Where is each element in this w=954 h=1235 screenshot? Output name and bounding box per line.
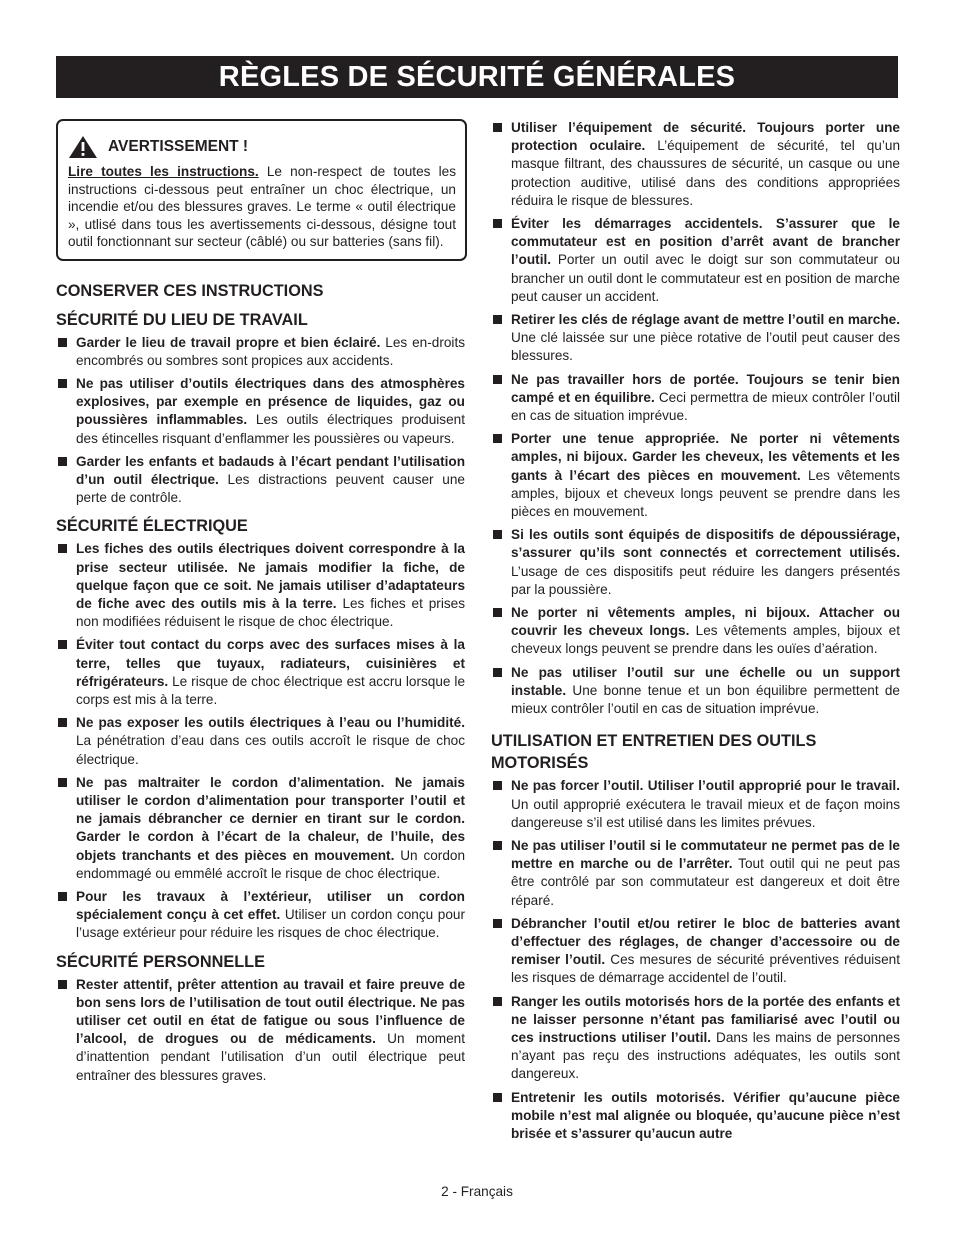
list-item: Si les outils sont équipés de dispositifs de dépoussiérage, s’assurer qu’ils sont connectés et correctement utilisés. L’usage de ces dispositifs peut réduire les dangers présentés par la poussière. [491, 526, 900, 599]
bullet-icon [58, 338, 67, 347]
bullet-icon [58, 892, 67, 901]
list-item: Garder le lieu de travail propre et bien éclairé. Les en-droits encombrés ou sombres sont propices aux accidents. [56, 334, 465, 370]
warning-heading: AVERTISSEMENT ! [108, 137, 249, 155]
list-item: Retirer les clés de réglage avant de mettre l’outil en marche. Une clé laissée sur une pièce rotative de l’outil peut causer des blessures. [491, 311, 900, 366]
bullet-icon [58, 718, 67, 727]
bullet-icon [493, 997, 502, 1006]
conserve-heading: CONSERVER CES INSTRUCTIONS [56, 281, 324, 300]
bullet-icon [493, 434, 502, 443]
tool-use-heading: UTILISATION ET ENTRETIEN DES OUTILS MOTORISÉS [491, 732, 817, 773]
warning-triangle-icon [68, 135, 98, 159]
left-column [56, 119, 465, 1090]
bullet-icon [493, 668, 502, 677]
personal-list-right [491, 119, 900, 718]
bullet-icon [493, 123, 502, 132]
tool-use-list [491, 777, 900, 1143]
bullet-icon [58, 640, 67, 649]
list-item: Pour les travaux à l’extérieur, utiliser un cordon spécialement conçu à cet effet. Utiliser un cordon conçu pour l’usage extérieur pour réduire les risques de choc électrique. [56, 888, 465, 943]
list-item: Garder les enfants et badauds à l’écart pendant l’utilisation d’un outil électrique. Les distractions peuvent causer une perte de contrôle. [56, 453, 465, 508]
warning-body [68, 163, 456, 251]
right-column [491, 119, 900, 1148]
list-item: Entretenir les outils motorisés. Vérifier qu’aucune pièce mobile n’est mal alignée ou bloquée, qu’aucune pièce n’est brisée et s’assurer qu’aucun autre [491, 1089, 900, 1144]
bullet-icon [493, 315, 502, 324]
list-item: Ne pas utiliser l’outil si le commutateur ne permet pas de le mettre en marche ou de l’arrêter. Tout outil qui ne peut pas être contrôlé par son commutateur est dangereux et doit être réparé. [491, 837, 900, 910]
bullet-icon [493, 919, 502, 928]
bullet-icon [493, 841, 502, 850]
list-item: Ne pas utiliser l’outil sur une échelle ou un support instable. Une bonne tenue et un bon équilibre permettent de mieux contrôler l’outil en cas de situation imprévue. [491, 664, 900, 719]
list-item: Porter une tenue appropriée. Ne porter ni vêtements amples, ni bijoux. Garder les cheveux, les vêtements et les gants à l’écart des pièces en mouvement. Les vêtements amples, bijoux et cheveux longs peuvent se prendre dans les pièces en mouvement. [491, 430, 900, 521]
bullet-icon [58, 544, 67, 553]
list-item: Ne pas maltraiter le cordon d’alimentation. Ne jamais utiliser le cordon d’alimentation pour transporter l’outil et ne jamais débrancher ce dernier en tirant sur le cordon. Garder le cordon à l’écart de la chaleur, de l’huile, des objets tranchants et des pièces en mouvement. Un cordon endommagé ou emmêlé accroît le risque de choc électrique. [56, 774, 465, 883]
bullet-icon [58, 778, 67, 787]
bullet-icon [58, 980, 67, 989]
list-item: Les fiches des outils électriques doivent correspondre à la prise secteur utilisée. Ne jamais modifier la fiche, de quelque façon que ce soit. Ne jamais utiliser d’adaptateurs de fiche avec des outils mis à la terre. Les fiches et prises non modifiées réduisent le risque de choc électrique. [56, 540, 465, 631]
list-item: Rester attentif, prêter attention au travail et faire preuve de bon sens lors de l’utilisation de tout outil électrique. Ne pas utiliser cet outil en état de fatigue ou sous l’influence de l’alcool, de drogues ou de médicaments. Un moment d’inattention pendant l’utilisation d’un outil électrique peut entraîner des blessures graves. [56, 976, 465, 1085]
list-item: Éviter tout contact du corps avec des surfaces mises à la terre, telles que tuyaux, radiateurs, cuisinières et réfrigérateurs. Le risque de choc électrique est accru lorsque le corps est mis à la terre. [56, 636, 465, 709]
bullet-icon [493, 530, 502, 539]
list-item: Utiliser l’équipement de sécurité. Toujours porter une protection oculaire. L’équipement de sécurité, tel qu’un masque filtrant, des chaussures de sécurité, un casque ou une protection auditive, utilisé dans des conditions appropriées réduira le risque de blessures. [491, 119, 900, 210]
warning-text: Le non-respect de toutes les instructions ci-dessous peut entraîner un choc électrique, un incendie et/ou des blessures graves. Le terme « outil électrique », utlisé dans tous les avertissements ci-dessous, désigne tout outil fonctionnant sur secteur (câblé) ou sur batteries (sans fil). [68, 164, 456, 249]
personal-list-left [56, 976, 465, 1085]
list-item: Ne pas utiliser d’outils électriques dans des atmosphères explosives, par exemple en présence de liquides, gaz ou poussières inflammables. Les outils électriques produisent des étincelles risquant d’enflammer les poussières ou vapeurs. [56, 375, 465, 448]
list-item: Ranger les outils motorisés hors de la portée des enfants et ne laisser personne n’étant pas familiarisé avec l’outil ou ces instructions utiliser l’outil. Dans les mains de personnes n’ayant pas reçu des instructions adéquates, les outils sont dangereux. [491, 993, 900, 1084]
list-item: Ne pas exposer les outils électriques à l’eau ou l’humidité. La pénétration d’eau dans ces outils accroît le risque de choc électrique. [56, 714, 465, 769]
warning-box [56, 119, 467, 261]
bullet-icon [493, 1093, 502, 1102]
list-item: Ne porter ni vêtements amples, ni bijoux. Attacher ou couvrir les cheveux longs. Les vêtements amples, bijoux et cheveux longs peuvent se prendre dans les ouïes d’aération. [491, 604, 900, 659]
electrical-list [56, 540, 465, 942]
warning-header [68, 135, 456, 159]
electrical-heading: SÉCURITÉ ÉLECTRIQUE [56, 517, 248, 536]
list-item: Ne pas travailler hors de portée. Toujours se tenir bien campé et en équilibre. Ceci permettra de mieux contrôler l’outil en cas de situation imprévue. [491, 371, 900, 426]
page-title: RÈGLES DE SÉCURITÉ GÉNÉRALES [56, 56, 898, 98]
bullet-icon [58, 379, 67, 388]
personal-heading: SÉCURITÉ PERSONNELLE [56, 952, 265, 971]
page-footer: 2 - Français [441, 1184, 513, 1199]
work-area-list [56, 334, 465, 508]
list-item: Éviter les démarrages accidentels. S’assurer que le commutateur est en position d’arrêt avant de brancher l’outil. Porter un outil avec le doigt sur son commutateur ou brancher un outil dont le commutateur est en position de marche peut causer un accident. [491, 215, 900, 306]
list-item: Débrancher l’outil et/ou retirer le bloc de batteries avant d’effectuer des réglages, de changer d’accessoire ou de remiser l’outil. Ces mesures de sécurité préventives réduisent les risques de démarrage accidentel de l’outil. [491, 915, 900, 988]
bullet-icon [493, 608, 502, 617]
bullet-icon [493, 219, 502, 228]
bullet-icon [58, 457, 67, 466]
work-area-heading: SÉCURITÉ DU LIEU DE TRAVAIL [56, 310, 308, 329]
bullet-icon [493, 781, 502, 790]
bullet-icon [493, 375, 502, 384]
warning-lead: Lire toutes les instructions. [68, 164, 259, 179]
list-item: Ne pas forcer l’outil. Utiliser l’outil approprié pour le travail. Un outil approprié exécutera le travail mieux et de façon moins dangereuse s’il est utilisé dans les limites prévues. [491, 777, 900, 832]
